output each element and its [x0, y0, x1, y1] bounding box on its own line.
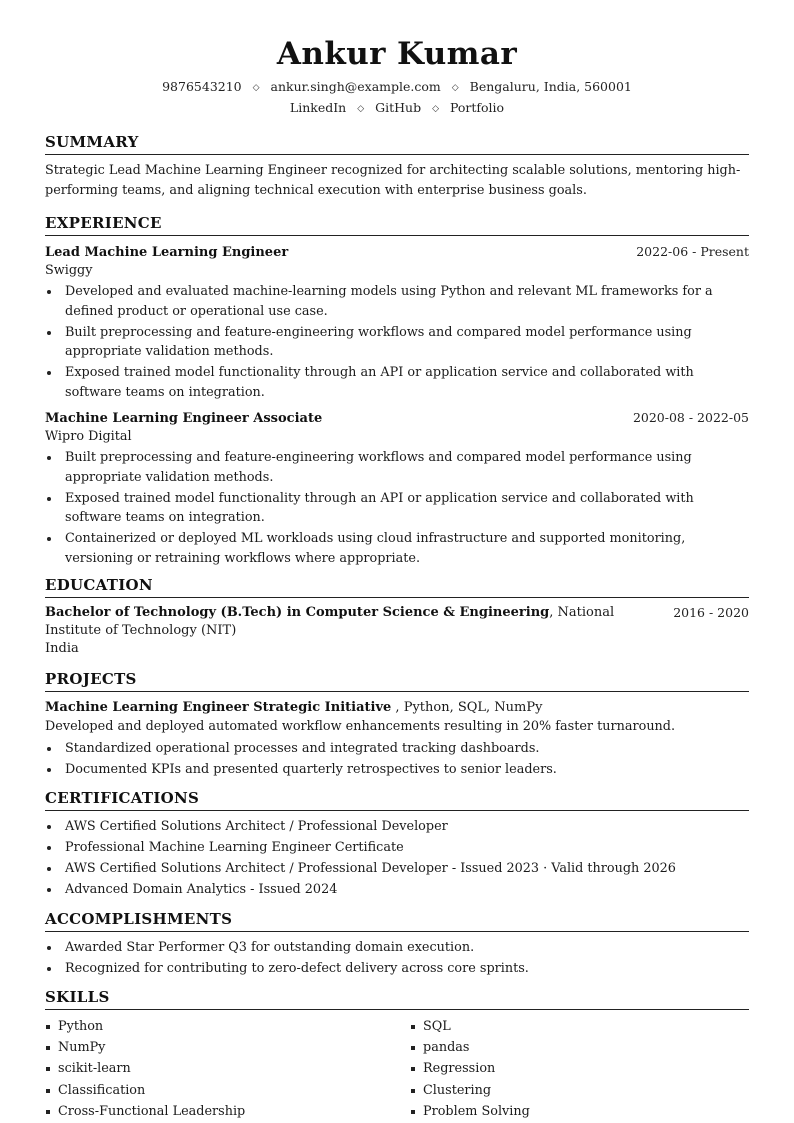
education-dates: 2016 - 2020: [673, 605, 749, 620]
section-title: CERTIFICATIONS: [45, 789, 749, 811]
skill-item: Clustering: [410, 1080, 750, 1101]
github-link[interactable]: GitHub: [375, 100, 422, 115]
skill-item: NumPy: [45, 1037, 410, 1058]
bullet-item: Built preprocessing and feature-engineering workflows and compared model performance using appropriate validation methods.: [45, 323, 749, 362]
skill-item: Regression: [410, 1058, 750, 1079]
certification-item: AWS Certified Solutions Architect / Professional Developer: [45, 817, 749, 837]
company-name: Swiggy: [45, 263, 93, 278]
certification-item: AWS Certified Solutions Architect / Professional Developer - Issued 2023 · Valid through 2026: [45, 859, 749, 879]
skill-item: Classification: [45, 1080, 410, 1101]
linkedin-link[interactable]: LinkedIn: [289, 100, 347, 115]
summary-text: Strategic Lead Machine Learning Engineer recognized for architecting scalable solutions, mentoring high-performing teams, and aligning technical execution with enterprise business goals.: [45, 163, 741, 198]
bullet-item: Standardized operational processes and integrated tracking dashboards.: [45, 739, 749, 759]
bullet-item: Developed and evaluated machine-learning models using Python and relevant ML frameworks for a defined product or operational use case.: [45, 282, 749, 321]
section-title: PROJECTS: [45, 670, 749, 692]
separator-diamond-icon: ◇: [451, 83, 459, 93]
section-title: ACCOMPLISHMENTS: [45, 910, 749, 932]
institution: , National Institute of Technology (NIT): [45, 605, 615, 638]
project-tech: , Python, SQL, NumPy: [391, 700, 543, 715]
degree: Bachelor of Technology (B.Tech) in Computer Science & Engineering: [45, 605, 550, 620]
skill-item: scikit-learn: [45, 1058, 410, 1079]
accomplishments-section: [45, 910, 749, 979]
section-title: EXPERIENCE: [45, 214, 749, 236]
skill-item: Python: [45, 1016, 410, 1037]
separator-diamond-icon: ◇: [432, 104, 439, 114]
accomplishment-item: Recognized for contributing to zero-defect delivery across core sprints.: [45, 959, 749, 979]
project-bullets: [45, 739, 749, 780]
bullet-item: Exposed trained model functionality through an API or application service and collaborated with software teams on integration.: [45, 363, 749, 402]
skill-item: Cross-Functional Leadership: [45, 1101, 410, 1122]
experience-entry: [45, 408, 749, 568]
education-entry: [45, 604, 749, 658]
job-dates: 2020-08 - 2022-05: [632, 410, 749, 425]
skills-section: [45, 988, 749, 1122]
accomplishment-item: Awarded Star Performer Q3 for outstanding domain execution.: [45, 938, 749, 958]
job-role: Lead Machine Learning Engineer: [45, 245, 289, 260]
bullet-item: Exposed trained model functionality through an API or application service and collaborated with software teams on integration.: [45, 489, 749, 528]
project-heading: [45, 698, 749, 717]
job-role: Machine Learning Engineer Associate: [45, 411, 323, 426]
links-line: [45, 98, 749, 119]
project-name: Machine Learning Engineer Strategic Initiative: [45, 700, 392, 715]
skill-item: Problem Solving: [410, 1101, 750, 1122]
certifications-section: [45, 789, 749, 900]
bullet-item: Documented KPIs and presented quarterly retrospectives to senior leaders.: [45, 760, 749, 780]
certification-item: Advanced Domain Analytics - Issued 2024: [45, 880, 749, 900]
education-section: [45, 576, 749, 658]
skill-item: SQL: [410, 1016, 750, 1037]
education-country: India: [45, 641, 79, 656]
email-link[interactable]: ankur.singh@example.com: [270, 79, 441, 94]
job-bullets: [45, 448, 749, 568]
project-description: Developed and deployed automated workflow enhancements resulting in 20% faster turnaround.: [45, 719, 676, 734]
portfolio-link[interactable]: Portfolio: [449, 100, 505, 115]
summary-section: [45, 133, 749, 200]
certification-item: Professional Machine Learning Engineer Certificate: [45, 838, 749, 858]
contact-line: [45, 77, 749, 98]
projects-section: [45, 670, 749, 779]
phone: 9876543210: [162, 79, 242, 94]
section-title: EDUCATION: [45, 576, 749, 598]
separator-diamond-icon: ◇: [252, 83, 260, 93]
location: Bengaluru, India, 560001: [469, 79, 632, 94]
job-bullets: [45, 282, 749, 402]
section-title: SKILLS: [45, 988, 749, 1010]
bullet-item: Containerized or deployed ML workloads using cloud infrastructure and supported monitoring, versioning or retraining workflows where appropriate.: [45, 529, 749, 568]
accomplishment-list: [45, 938, 749, 979]
skill-item: pandas: [410, 1037, 750, 1058]
job-dates: 2022-06 - Present: [636, 244, 749, 259]
skills-grid: [45, 1016, 749, 1122]
experience-entry: [45, 242, 749, 402]
candidate-name: Ankur Kumar: [276, 36, 518, 72]
experience-section: [45, 214, 749, 568]
separator-diamond-icon: ◇: [357, 104, 365, 114]
company-name: Wipro Digital: [45, 429, 132, 444]
bullet-item: Built preprocessing and feature-engineering workflows and compared model performance using appropriate validation methods.: [45, 448, 749, 487]
section-title: SUMMARY: [45, 133, 749, 155]
certification-list: [45, 817, 749, 900]
